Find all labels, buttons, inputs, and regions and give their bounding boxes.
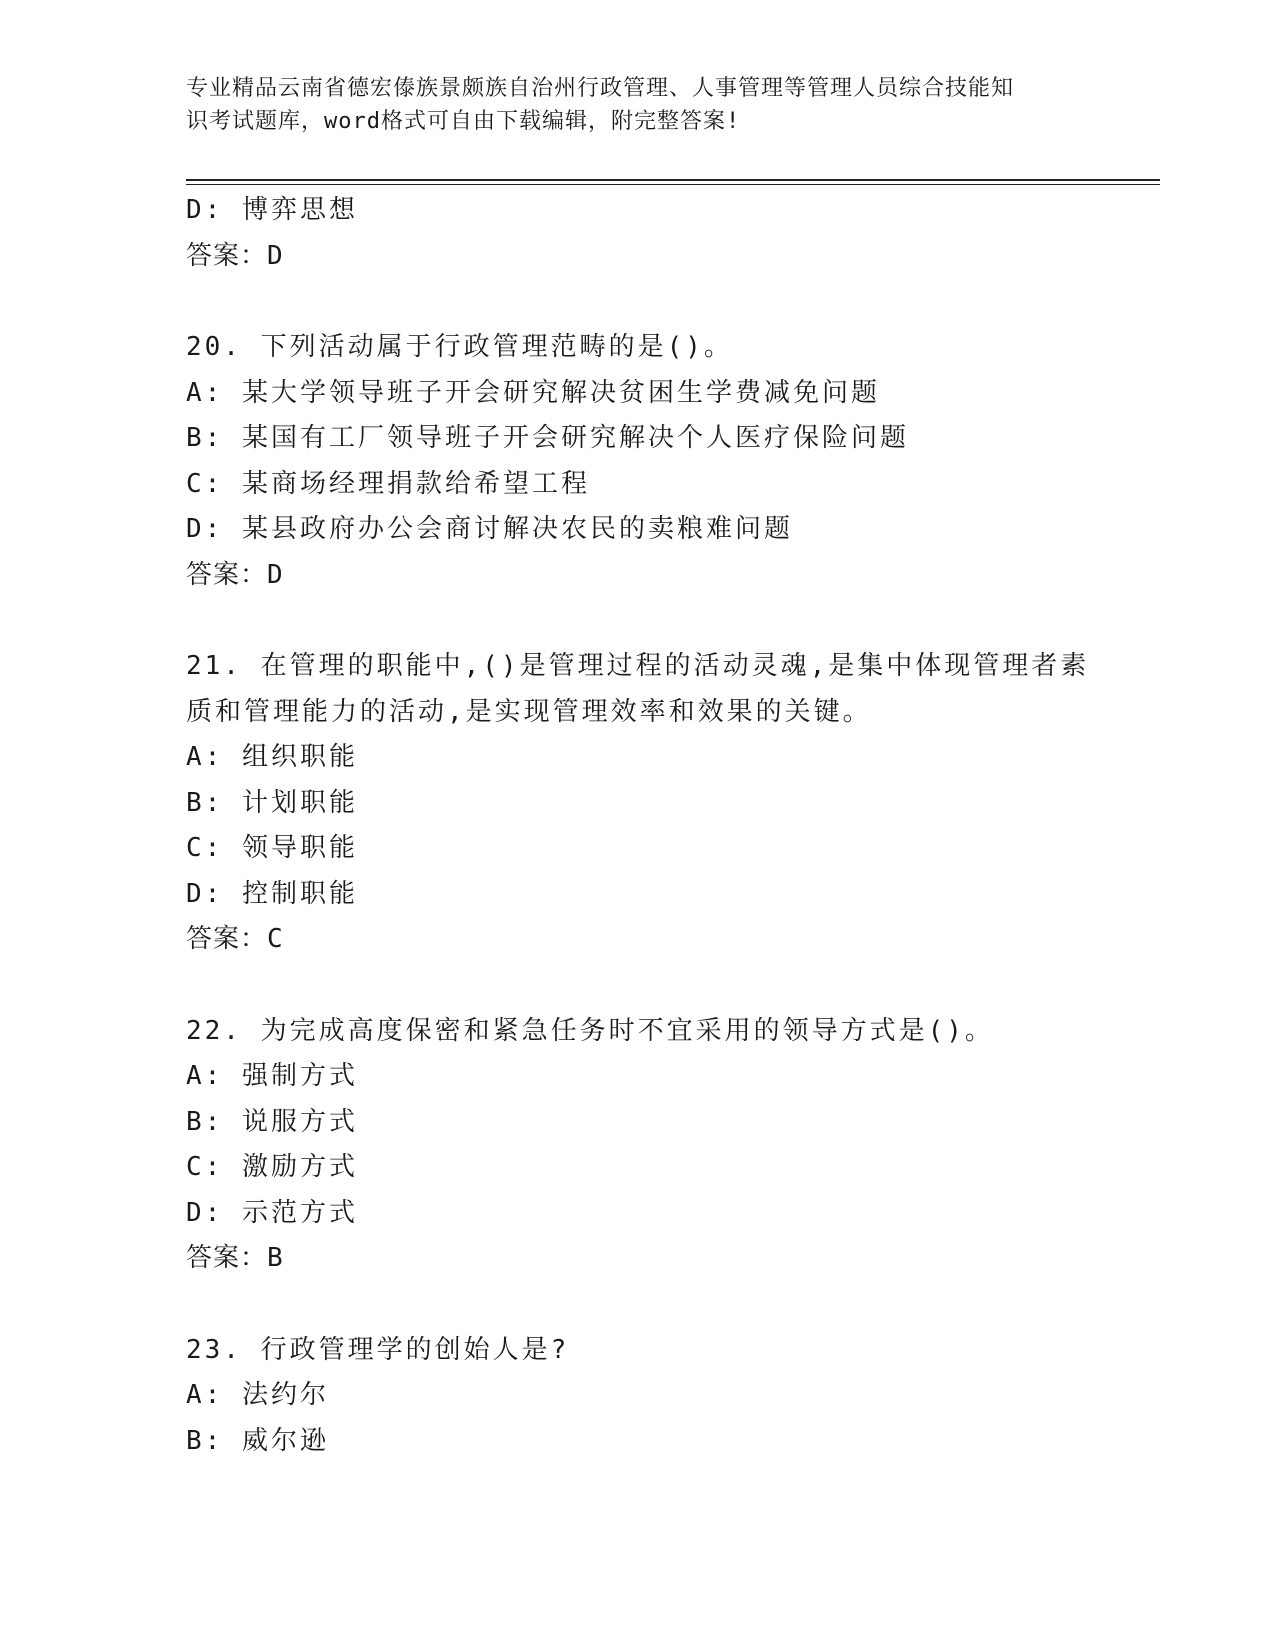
- question-list: [186, 188, 1126, 1464]
- answer-label: 答案：: [186, 559, 268, 590]
- option-c: C: 领导职能: [186, 833, 358, 863]
- option-c: C: 激励方式: [186, 1152, 358, 1182]
- header-rule-thick: [186, 179, 1160, 181]
- question-21: [186, 644, 1126, 963]
- option-a: A: 某大学领导班子开会研究解决贫困生学费减免问题: [186, 377, 880, 408]
- answer-line: [186, 917, 1126, 963]
- option-b: B: 计划职能: [186, 787, 358, 818]
- answer-value: D: [267, 559, 284, 590]
- question-22: [186, 1009, 1126, 1282]
- question-stem: 22. 为完成高度保密和紧急任务时不宜采用的领导方式是()。: [186, 1015, 994, 1046]
- answer-label: 答案：: [186, 924, 268, 954]
- question-20: [186, 325, 1126, 598]
- question-stem: 20. 下列活动属于行政管理范畴的是()。: [186, 332, 733, 362]
- question-19-tail: [186, 188, 1126, 279]
- question-stem: 23. 行政管理学的创始人是?: [186, 1334, 570, 1365]
- header-line-2: 识考试题库，word格式可自由下载编辑，附完整答案!: [186, 109, 741, 134]
- option-d: D: 博弈思想: [186, 195, 358, 225]
- header-rule-thin: [186, 184, 1160, 185]
- option-b: B: 说服方式: [186, 1106, 358, 1137]
- option-a: A: 法约尔: [186, 1380, 329, 1410]
- question-23: [186, 1328, 1126, 1465]
- answer-value: D: [267, 240, 284, 271]
- option-c: C: 某商场经理捐款给希望工程: [186, 468, 590, 499]
- question-stem-line-1: 21. 在管理的职能中,()是管理过程的活动灵魂,是集中体现管理者素: [186, 651, 1090, 681]
- option-b: B: 某国有工厂领导班子开会研究解决个人医疗保险问题: [186, 423, 909, 453]
- option-d: D: 某县政府办公会商讨解决农民的卖粮难问题: [186, 514, 793, 544]
- answer-value: C: [267, 924, 284, 954]
- option-d: D: 示范方式: [186, 1197, 358, 1228]
- page-header: [186, 72, 1086, 138]
- question-stem-line-2: 质和管理能力的活动,是实现管理效率和效果的关键。: [186, 696, 872, 727]
- answer-line: [186, 1236, 1126, 1282]
- option-a: A: 强制方式: [186, 1061, 358, 1091]
- answer-label: 答案：: [186, 240, 268, 271]
- answer-label: 答案：: [186, 1243, 268, 1273]
- option-d: D: 控制职能: [186, 878, 358, 909]
- answer-line: [186, 553, 1126, 599]
- header-line-1: 专业精品云南省德宏傣族景颇族自治州行政管理、人事管理等管理人员综合技能知: [186, 76, 1015, 101]
- option-a: A: 组织职能: [186, 742, 358, 772]
- answer-value: B: [267, 1243, 284, 1273]
- answer-line: [186, 234, 1126, 280]
- option-b: B: 威尔逊: [186, 1425, 329, 1456]
